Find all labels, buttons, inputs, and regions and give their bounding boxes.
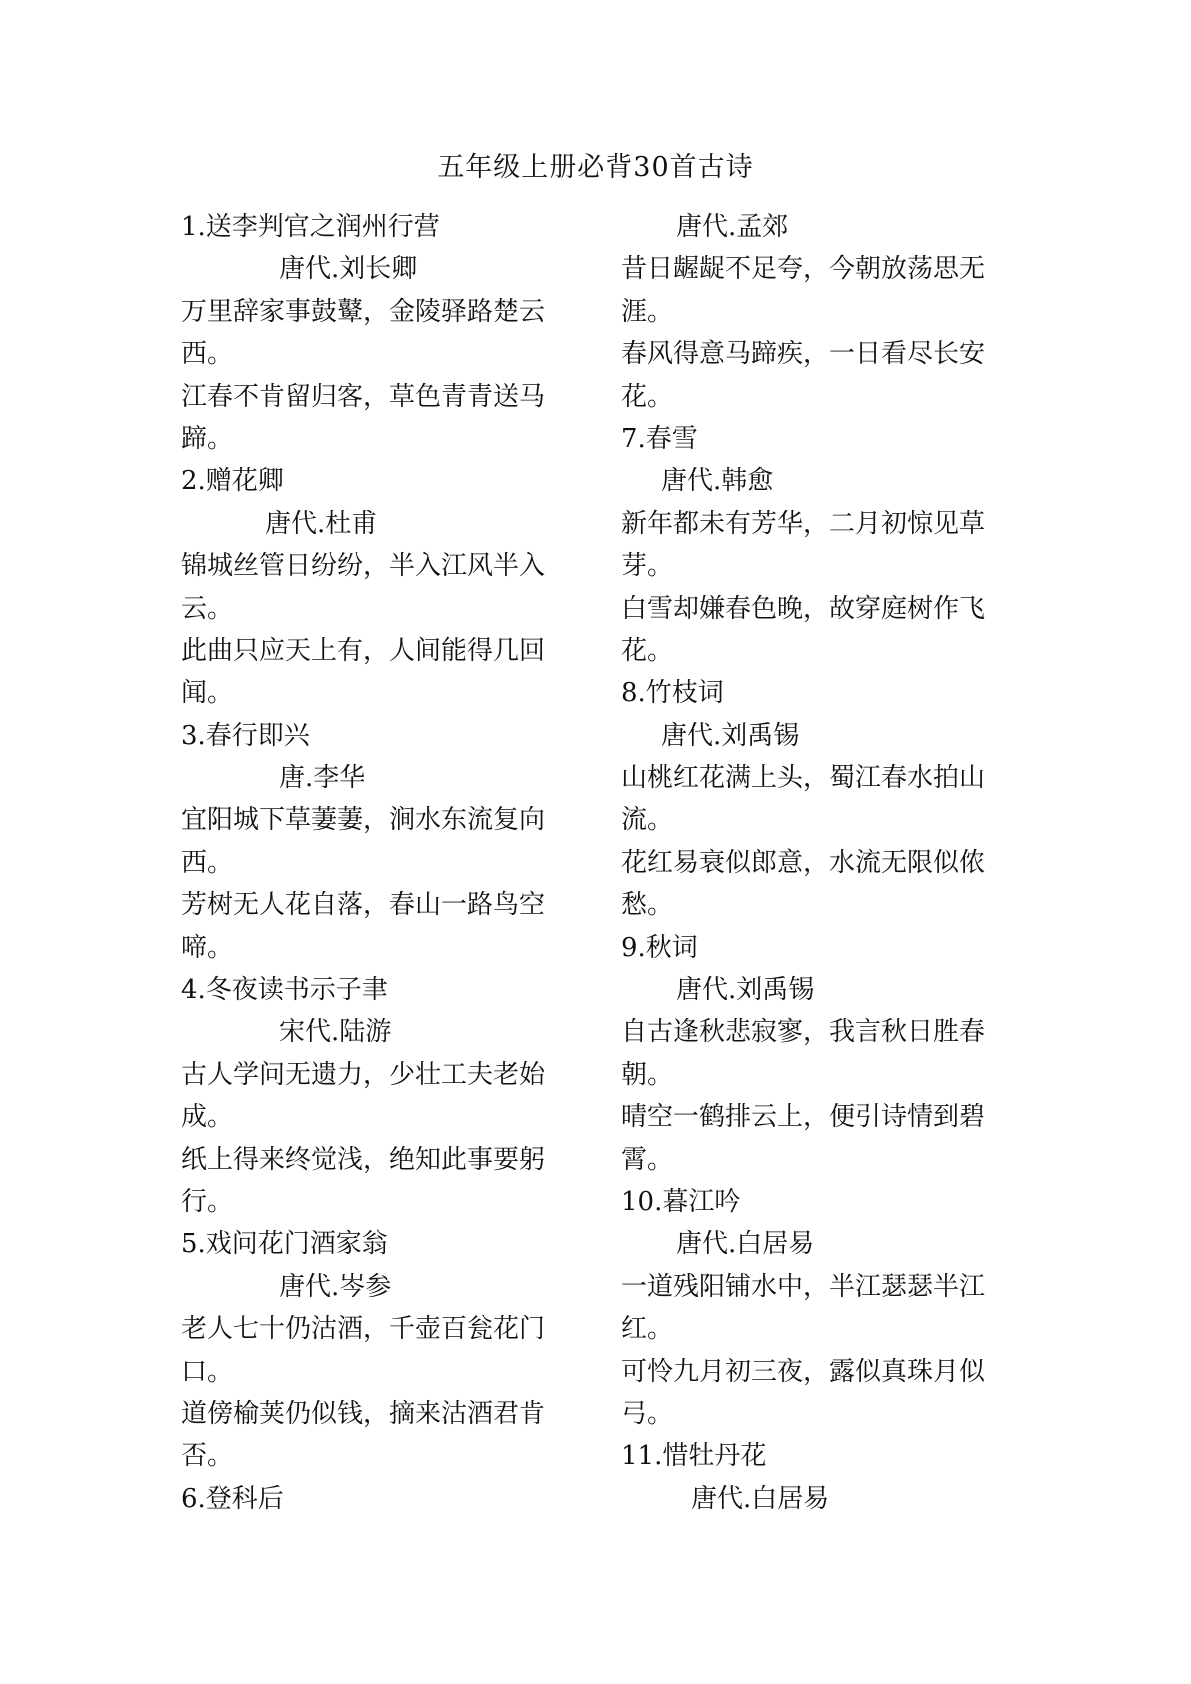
poem-author: 唐.李华 <box>279 763 366 794</box>
poem-verse: 晴空一鹤排云上，便引诗情到碧 <box>621 1102 986 1133</box>
poem-author: 唐代.刘禹锡 <box>676 975 815 1006</box>
poem-verse: 蹄。 <box>181 423 234 454</box>
poem-verse: 花。 <box>621 635 674 666</box>
poem-verse: 道傍榆荚仍似钱，摘来沽酒君肯 <box>181 1398 546 1429</box>
poem-verse: 花红易衰似郎意，水流无限似侬 <box>621 847 986 878</box>
poem-heading: 6.登科后 <box>181 1483 284 1514</box>
poem-author: 唐代.孟郊 <box>676 212 789 242</box>
poem-verse: 花。 <box>621 381 674 412</box>
poem-author: 宋代.陆游 <box>279 1017 392 1048</box>
right-column <box>621 206 1021 1520</box>
poem-author: 唐代.白居易 <box>676 1229 815 1260</box>
poem-author: 唐代.白居易 <box>691 1483 830 1514</box>
poem-verse: 昔日龌龊不足夸，今朝放荡思无 <box>621 254 986 285</box>
poem-verse: 山桃红花满上头，蜀江春水拍山 <box>621 763 986 794</box>
poem-verse: 纸上得来终觉浅，绝知此事要躬 <box>181 1144 546 1175</box>
poem-heading: 2.赠花卿 <box>181 466 284 497</box>
poem-author: 唐代.韩愈 <box>661 466 774 497</box>
poem-verse: 锦城丝管日纷纷，半入江风半入 <box>181 551 546 582</box>
poem-verse: 弓。 <box>621 1398 674 1429</box>
poem-verse: 此曲只应天上有，人间能得几回 <box>181 635 546 666</box>
poem-heading: 1.送李判官之润州行营 <box>181 212 440 242</box>
poem-heading: 3.春行即兴 <box>181 720 310 751</box>
poem-verse: 新年都未有芳华，二月初惊见草 <box>621 508 986 539</box>
poem-verse: 朝。 <box>621 1059 674 1090</box>
poem-verse: 行。 <box>181 1186 234 1217</box>
poem-verse: 春风得意马蹄疾，一日看尽长安 <box>621 339 986 370</box>
poem-heading: 5.戏问花门酒家翁 <box>181 1229 388 1260</box>
poem-verse: 闻。 <box>181 678 234 709</box>
page-title: 五年级上册必背30首古诗 <box>437 152 754 183</box>
poem-verse: 霄。 <box>621 1144 674 1175</box>
poem-verse: 西。 <box>181 339 234 370</box>
poem-author: 唐代.杜甫 <box>265 508 378 539</box>
poem-verse: 自古逢秋悲寂寥，我言秋日胜春 <box>621 1017 986 1048</box>
poem-verse: 一道残阳铺水中，半江瑟瑟半江 <box>621 1271 986 1302</box>
poem-verse: 可怜九月初三夜，露似真珠月似 <box>621 1356 986 1387</box>
poem-heading: 9.秋词 <box>621 932 698 963</box>
poem-heading: 10.暮江吟 <box>621 1186 741 1217</box>
poem-verse: 红。 <box>621 1314 674 1345</box>
poem-author: 唐代.刘禹锡 <box>661 720 800 751</box>
poem-author: 唐代.刘长卿 <box>279 254 418 285</box>
poem-verse: 口。 <box>181 1356 234 1387</box>
poem-verse: 啼。 <box>181 932 234 963</box>
poem-verse: 愁。 <box>621 890 674 921</box>
poem-verse: 芳树无人花自落，春山一路鸟空 <box>181 890 546 921</box>
poem-verse: 古人学问无遗力，少壮工夫老始 <box>181 1059 546 1090</box>
poem-heading: 4.冬夜读书示子聿 <box>181 975 388 1006</box>
poem-verse: 芽。 <box>621 551 674 582</box>
poem-verse: 否。 <box>181 1441 234 1472</box>
poem-heading: 11.惜牡丹花 <box>621 1441 767 1472</box>
poem-verse: 老人七十仍沽酒，千壶百瓮花门 <box>181 1314 546 1345</box>
poem-verse: 白雪却嫌春色晚，故穿庭树作飞 <box>621 593 986 624</box>
poem-heading: 8.竹枝词 <box>621 678 724 709</box>
poem-author: 唐代.岑参 <box>279 1271 392 1302</box>
poem-verse: 涯。 <box>621 296 674 327</box>
poem-verse: 流。 <box>621 805 674 836</box>
poem-verse: 成。 <box>181 1102 234 1133</box>
poem-verse: 西。 <box>181 847 234 878</box>
poem-verse: 宜阳城下草萋萋，涧水东流复向 <box>181 805 546 836</box>
poem-verse: 江春不肯留归客，草色青青送马 <box>181 381 546 412</box>
poem-heading: 7.春雪 <box>621 423 698 454</box>
left-column <box>181 206 581 1520</box>
poem-verse: 云。 <box>181 593 234 624</box>
poem-verse: 万里辞家事鼓鼙，金陵驿路楚云 <box>181 296 546 327</box>
